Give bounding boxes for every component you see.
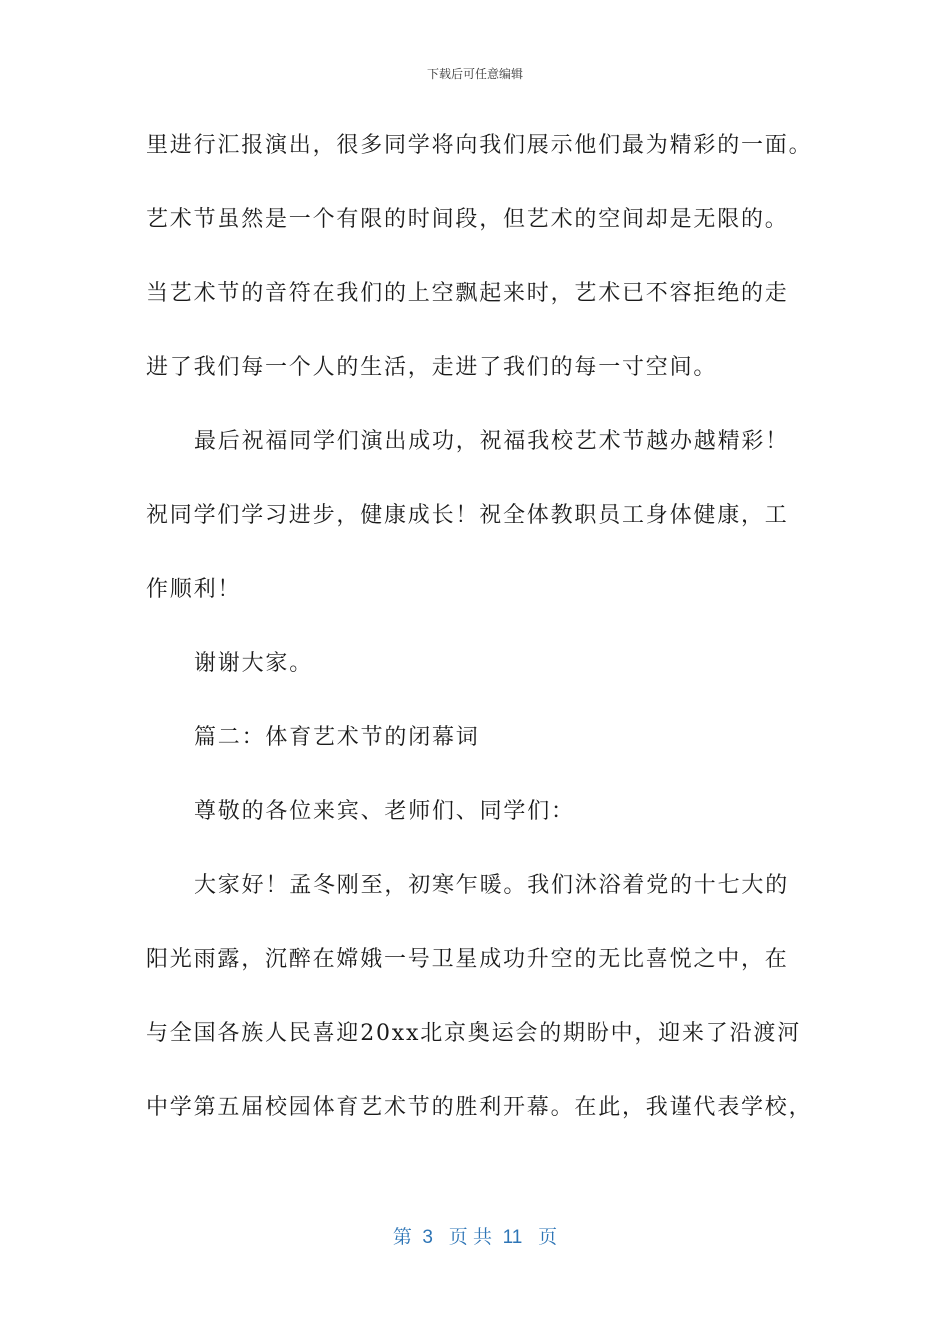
- body-line: 艺术节虽然是一个有限的时间段，但艺术的空间却是无限的。: [146, 207, 789, 232]
- body-line: 作顺利！: [146, 577, 242, 602]
- page-number: 第 3 页 共 11 页: [392, 1227, 558, 1248]
- document-body: [146, 124, 816, 1160]
- body-line: 阳光雨露，沉醉在嫦娥一号卫星成功升空的无比喜悦之中，在: [146, 947, 789, 972]
- body-line: 中学第五届校园体育艺术节的胜利开幕。在此，我谨代表学校，: [146, 1095, 813, 1120]
- body-line: 祝同学们学习进步，健康成长！祝全体教职员工身体健康，工: [146, 503, 789, 528]
- body-line: 进了我们每一个人的生活，走进了我们的每一寸空间。: [146, 355, 718, 380]
- salutation: 尊敬的各位来宾、老师们、同学们：: [194, 799, 575, 824]
- body-line: 谢谢大家。: [194, 651, 314, 676]
- body-line: 最后祝福同学们演出成功，祝福我校艺术节越办越精彩！: [194, 429, 790, 454]
- section-heading: 篇二：体育艺术节的闭幕词: [194, 725, 480, 750]
- body-line: 大家好！孟冬刚至，初寒乍暖。我们沐浴着党的十七大的: [194, 873, 790, 898]
- body-line: 里进行汇报演出，很多同学将向我们展示他们最为精彩的一面。: [146, 133, 813, 158]
- body-line: 当艺术节的音符在我们的上空飘起来时，艺术已不容拒绝的走: [146, 281, 789, 306]
- page-header-note: 下载后可任意编辑: [426, 67, 523, 81]
- body-line: 与全国各族人民喜迎20xx北京奥运会的期盼中，迎来了沿渡河: [146, 1021, 802, 1046]
